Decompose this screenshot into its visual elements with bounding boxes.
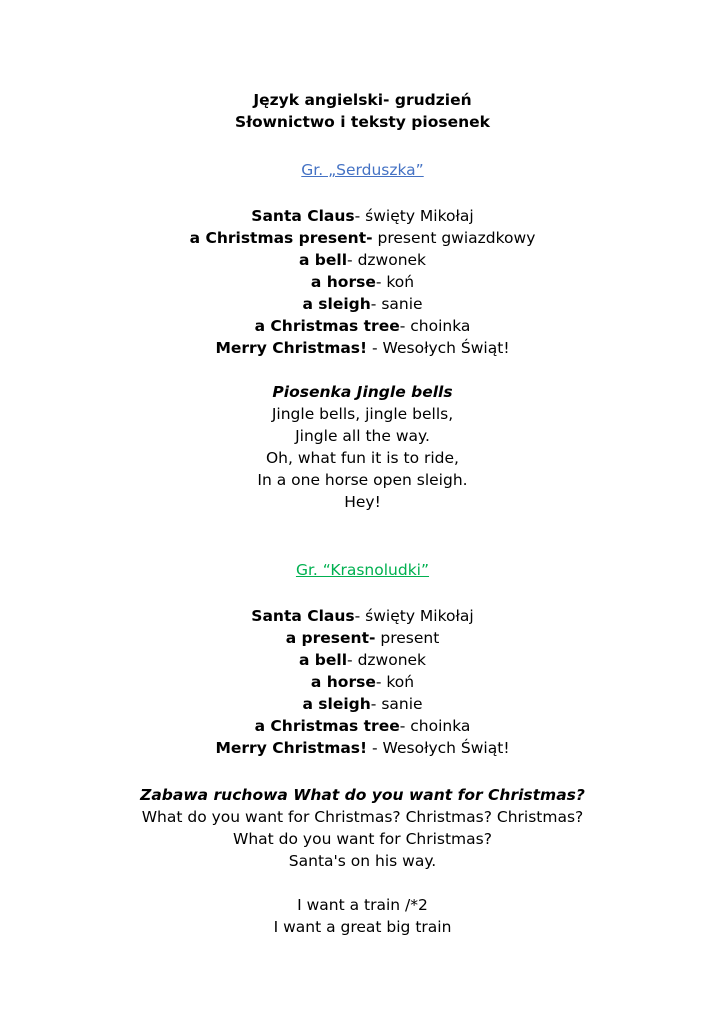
vocab-translation: present — [375, 629, 440, 647]
vocab-item — [0, 338, 725, 358]
vocab-translation: - sanie — [370, 695, 423, 713]
vocab-translation: - choinka — [399, 717, 471, 735]
document-title: Język angielski- grudzień — [253, 91, 472, 109]
song-line: Jingle bells, jingle bells, — [271, 405, 454, 423]
vocab-item — [0, 628, 725, 648]
vocab-item — [0, 672, 725, 692]
vocab-translation: - choinka — [399, 317, 471, 335]
song-line: Jingle all the way. — [295, 427, 430, 445]
document-subtitle: Słownictwo i teksty piosenek — [235, 113, 490, 131]
vocab-term: a bell — [298, 651, 348, 669]
vocab-term: a Christmas tree — [254, 717, 400, 735]
vocab-translation: - święty Mikołaj — [354, 207, 474, 225]
group2-heading-link[interactable]: Gr. “Krasnoludki” — [295, 561, 430, 579]
vocab-item — [0, 272, 725, 292]
vocab-term: a sleigh — [302, 695, 371, 713]
vocab-item — [0, 606, 725, 626]
vocab-item — [0, 738, 725, 758]
song-line: In a one horse open sleigh. — [257, 471, 468, 489]
song-line: I want a great big train — [273, 918, 452, 936]
song-title: Zabawa ruchowa What do you want for Christmas? — [140, 786, 585, 804]
vocab-item — [0, 206, 725, 226]
vocab-translation: - koń — [375, 273, 415, 291]
song-line: I want a train /*2 — [297, 896, 428, 914]
vocab-translation: - Wesołych Świąt! — [367, 739, 510, 757]
song-line: What do you want for Christmas? — [233, 830, 492, 848]
vocab-translation: - dzwonek — [347, 251, 427, 269]
vocab-term: a horse — [310, 673, 376, 691]
vocab-item — [0, 228, 725, 248]
vocab-term: a Christmas present- — [189, 229, 373, 247]
vocab-translation: - święty Mikołaj — [354, 607, 474, 625]
song-line: Hey! — [344, 493, 381, 511]
vocab-translation: present gwiazdkowy — [372, 229, 536, 247]
song-line: Santa's on his way. — [288, 852, 437, 870]
vocab-translation: - koń — [375, 673, 415, 691]
vocab-item — [0, 716, 725, 736]
vocab-term: a Christmas tree — [254, 317, 400, 335]
vocab-item — [0, 294, 725, 314]
vocab-translation: - dzwonek — [347, 651, 427, 669]
vocab-item — [0, 250, 725, 270]
vocab-term: Santa Claus — [251, 207, 355, 225]
song-title: Piosenka Jingle bells — [272, 383, 453, 401]
vocab-term: Merry Christmas! — [215, 739, 368, 757]
vocab-term: Merry Christmas! — [215, 339, 368, 357]
group1-heading-link[interactable]: Gr. „Serduszka” — [301, 161, 424, 179]
vocab-term: a present- — [285, 629, 376, 647]
vocab-item — [0, 316, 725, 336]
song-line: What do you want for Christmas? Christmas? Christmas? — [141, 808, 584, 826]
vocab-term: a horse — [310, 273, 376, 291]
vocab-item — [0, 650, 725, 670]
vocab-term: a bell — [298, 251, 348, 269]
vocab-term: a sleigh — [302, 295, 371, 313]
vocab-translation: - sanie — [370, 295, 423, 313]
vocab-translation: - Wesołych Świąt! — [367, 339, 510, 357]
vocab-term: Santa Claus — [251, 607, 355, 625]
vocab-item — [0, 694, 725, 714]
song-line: Oh, what fun it is to ride, — [265, 449, 459, 467]
